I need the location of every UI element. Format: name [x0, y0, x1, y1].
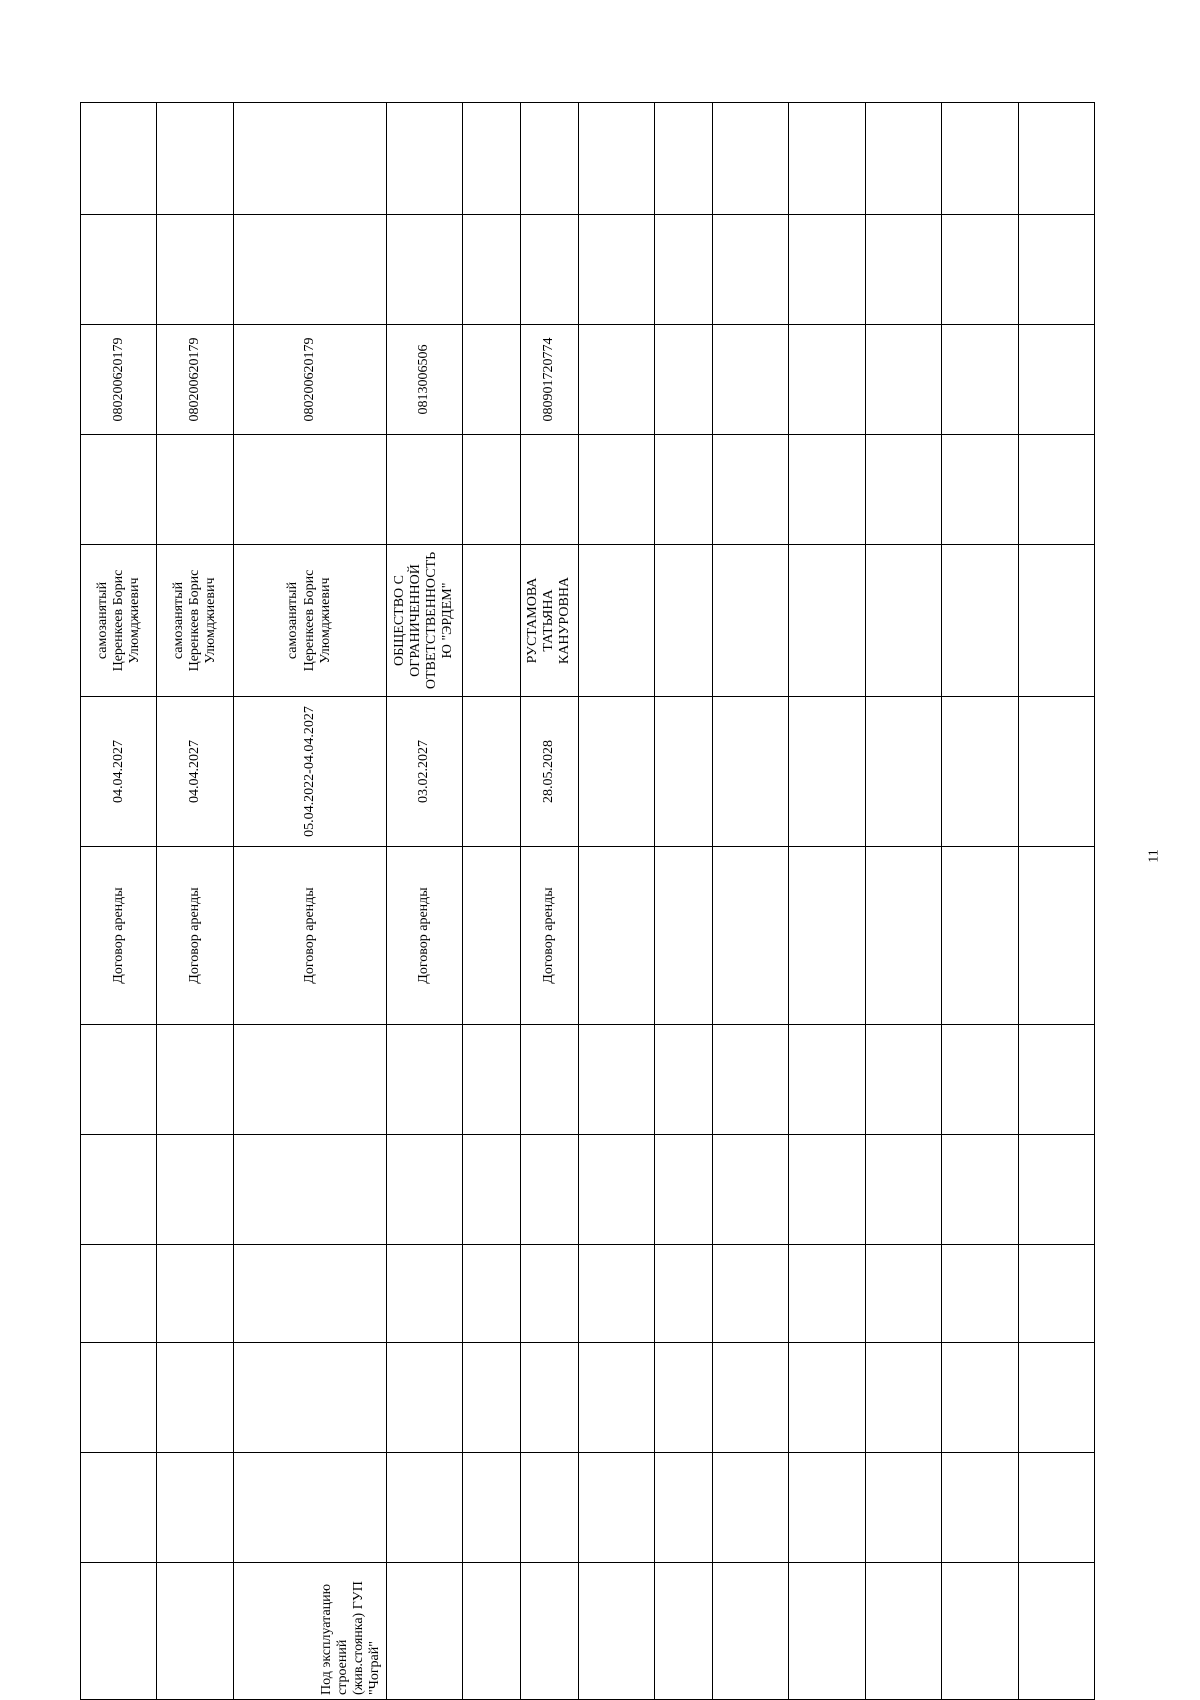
table-cell	[233, 1135, 386, 1245]
table-cell	[655, 1025, 713, 1135]
table-cell	[462, 1343, 520, 1453]
table-cell	[789, 103, 865, 215]
table-cell	[789, 545, 865, 697]
table-cell	[1018, 545, 1094, 697]
table-cell	[520, 1453, 578, 1563]
table-cell	[655, 1245, 713, 1343]
table-cell	[386, 215, 462, 325]
table-cell	[942, 103, 1018, 215]
table-cell: самозанятый Церенкеев Борис Улюмджиевич	[233, 545, 386, 697]
table-cell	[520, 215, 578, 325]
table-cell: 28.05.2028	[520, 697, 578, 847]
table-cell	[157, 215, 233, 325]
table-cell	[81, 215, 157, 325]
table-cell	[655, 215, 713, 325]
table-cell	[942, 1135, 1018, 1245]
table-cell	[655, 103, 713, 215]
table-cell	[1018, 847, 1094, 1025]
table-cell: Договор аренды	[157, 847, 233, 1025]
table-cell	[789, 435, 865, 545]
table-cell	[520, 1563, 578, 1700]
table-row	[81, 103, 157, 1700]
table-cell	[386, 1453, 462, 1563]
table-cell	[942, 1563, 1018, 1700]
table-cell	[655, 435, 713, 545]
table-cell	[865, 1563, 941, 1700]
table-row	[157, 103, 233, 1700]
table-cell	[386, 103, 462, 215]
table-cell	[233, 435, 386, 545]
table-cell	[233, 1343, 386, 1453]
table-cell	[81, 1025, 157, 1135]
table-cell	[713, 847, 789, 1025]
table-cell	[578, 103, 654, 215]
table-cell	[789, 1245, 865, 1343]
table-cell	[157, 435, 233, 545]
table-cell	[713, 697, 789, 847]
table-cell	[942, 325, 1018, 435]
table-cell	[462, 847, 520, 1025]
table-cell	[1018, 215, 1094, 325]
table-cell	[942, 545, 1018, 697]
table-cell	[81, 1453, 157, 1563]
table-cell	[81, 103, 157, 215]
table-cell	[713, 435, 789, 545]
table-cell	[789, 1563, 865, 1700]
table-cell	[789, 1135, 865, 1245]
table-cell	[386, 1343, 462, 1453]
table-cell: Договор аренды	[520, 847, 578, 1025]
table-cell	[233, 103, 386, 215]
table-cell	[655, 1343, 713, 1453]
table-cell	[578, 697, 654, 847]
table-cell	[520, 103, 578, 215]
table-cell	[942, 1453, 1018, 1563]
table-row	[1018, 103, 1094, 1700]
table-cell	[655, 325, 713, 435]
table-cell	[578, 847, 654, 1025]
table-cell	[81, 1343, 157, 1453]
table-cell: 05.04.2022-04.04.2027	[233, 697, 386, 847]
table-cell	[713, 1563, 789, 1700]
table-cell	[578, 1135, 654, 1245]
table-cell	[462, 545, 520, 697]
table-cell	[462, 1135, 520, 1245]
table-cell	[386, 435, 462, 545]
table-cell: Договор аренды	[81, 847, 157, 1025]
table-cell	[713, 103, 789, 215]
table-cell	[713, 1135, 789, 1245]
table-row	[655, 103, 713, 1700]
table-cell	[462, 1245, 520, 1343]
table-cell	[578, 1453, 654, 1563]
table-cell	[713, 1245, 789, 1343]
table-cell	[520, 1025, 578, 1135]
table-cell: РУСТАМОВА ТАТЬЯНА КАНУРОВНА	[520, 545, 578, 697]
table-row	[865, 103, 941, 1700]
table-cell	[233, 215, 386, 325]
table-cell	[233, 1025, 386, 1135]
table-cell	[865, 1135, 941, 1245]
table-row	[462, 103, 520, 1700]
table-cell	[1018, 1025, 1094, 1135]
table-cell	[713, 1025, 789, 1135]
table-cell	[1018, 1135, 1094, 1245]
table-cell	[865, 1453, 941, 1563]
table-row	[233, 103, 386, 1700]
table-cell	[462, 435, 520, 545]
table-cell	[942, 215, 1018, 325]
table-cell	[789, 847, 865, 1025]
table-cell	[1018, 697, 1094, 847]
table-cell	[942, 697, 1018, 847]
table-cell	[157, 1563, 233, 1700]
table-cell	[462, 325, 520, 435]
table-cell	[789, 697, 865, 847]
table-cell	[81, 435, 157, 545]
table-cell: Договор аренды	[386, 847, 462, 1025]
table-cell	[1018, 1563, 1094, 1700]
table-cell	[789, 1453, 865, 1563]
table-cell	[157, 1343, 233, 1453]
table-cell	[942, 847, 1018, 1025]
table-cell: 080901720774	[520, 325, 578, 435]
table-cell	[655, 545, 713, 697]
table-cell	[865, 1343, 941, 1453]
table-cell	[462, 215, 520, 325]
table-cell	[462, 1453, 520, 1563]
table-cell: 04.04.2027	[157, 697, 233, 847]
table-cell	[81, 1563, 157, 1700]
table-cell	[233, 1245, 386, 1343]
table-row	[713, 103, 789, 1700]
table-cell: ОБЩЕСТВО С ОГРАНИЧЕННОЙ ОТВЕТСТВЕННОСТЬЮ "ЭРДЕМ"	[386, 545, 462, 697]
table-cell	[386, 1563, 462, 1700]
table-cell	[1018, 1245, 1094, 1343]
table-cell	[713, 1343, 789, 1453]
table-cell	[865, 697, 941, 847]
table-cell	[942, 1025, 1018, 1135]
table-cell	[462, 697, 520, 847]
table-cell	[1018, 1343, 1094, 1453]
table-cell	[520, 435, 578, 545]
table-cell	[157, 1135, 233, 1245]
table-cell: 080200620179	[81, 325, 157, 435]
table-cell	[655, 847, 713, 1025]
table-cell	[233, 1453, 386, 1563]
table-row	[386, 103, 462, 1700]
table-cell	[386, 1025, 462, 1135]
table-cell: самозанятый Церенкеев Борис Улюмджиевич	[81, 545, 157, 697]
table-cell: самозанятый Церенкеев Борис Улюмджиевич	[157, 545, 233, 697]
table-cell	[713, 325, 789, 435]
table-cell	[81, 1135, 157, 1245]
table-cell	[942, 1245, 1018, 1343]
table-cell	[462, 103, 520, 215]
table-cell	[789, 215, 865, 325]
table-cell: Договор аренды	[233, 847, 386, 1025]
table-cell	[578, 1245, 654, 1343]
table-cell	[713, 215, 789, 325]
table-cell: 04.04.2027	[81, 697, 157, 847]
table-cell	[789, 1343, 865, 1453]
table-cell	[865, 545, 941, 697]
table-cell	[520, 1245, 578, 1343]
table-cell	[865, 103, 941, 215]
table-cell	[713, 1453, 789, 1563]
table-cell	[462, 1025, 520, 1135]
table-cell: 080200620179	[157, 325, 233, 435]
table-cell: 080200620179	[233, 325, 386, 435]
table-cell	[578, 545, 654, 697]
table-cell	[865, 435, 941, 545]
table-cell	[81, 1245, 157, 1343]
table-cell	[520, 1343, 578, 1453]
table-cell	[865, 1025, 941, 1135]
table-cell	[655, 1563, 713, 1700]
table-cell	[386, 1245, 462, 1343]
table-row	[789, 103, 865, 1700]
table-cell	[520, 1135, 578, 1245]
table-cell	[1018, 435, 1094, 545]
rotated-table-container	[80, 213, 1095, 1700]
table-cell	[157, 1245, 233, 1343]
table-cell	[578, 325, 654, 435]
table-cell: 03.02.2027	[386, 697, 462, 847]
table-cell	[462, 1563, 520, 1700]
table-cell	[655, 697, 713, 847]
table-cell	[578, 215, 654, 325]
table-cell	[1018, 103, 1094, 215]
table-cell	[157, 103, 233, 215]
table-cell	[578, 435, 654, 545]
table-cell	[789, 1025, 865, 1135]
table-cell	[865, 215, 941, 325]
table-row	[942, 103, 1018, 1700]
table-cell	[942, 1343, 1018, 1453]
table-cell	[1018, 325, 1094, 435]
table-cell	[655, 1135, 713, 1245]
table-row	[520, 103, 578, 1700]
table-cell	[157, 1453, 233, 1563]
table-cell	[386, 1135, 462, 1245]
table-cell	[578, 1563, 654, 1700]
table-cell	[865, 847, 941, 1025]
table-cell: Под эксплуатацию строений (жив.стоянка) ГУП "Чограй"	[233, 1563, 386, 1700]
page-number: 11	[1146, 849, 1162, 863]
table-cell	[655, 1453, 713, 1563]
table-row	[578, 103, 654, 1700]
table-cell: 0813006506	[386, 325, 462, 435]
table-cell	[157, 1025, 233, 1135]
table-cell	[865, 1245, 941, 1343]
table-cell	[942, 435, 1018, 545]
registry-table	[80, 102, 1095, 1700]
table-cell	[865, 325, 941, 435]
table-cell	[578, 1343, 654, 1453]
table-cell	[578, 1025, 654, 1135]
table-cell	[713, 545, 789, 697]
table-cell	[1018, 1453, 1094, 1563]
table-cell	[789, 325, 865, 435]
